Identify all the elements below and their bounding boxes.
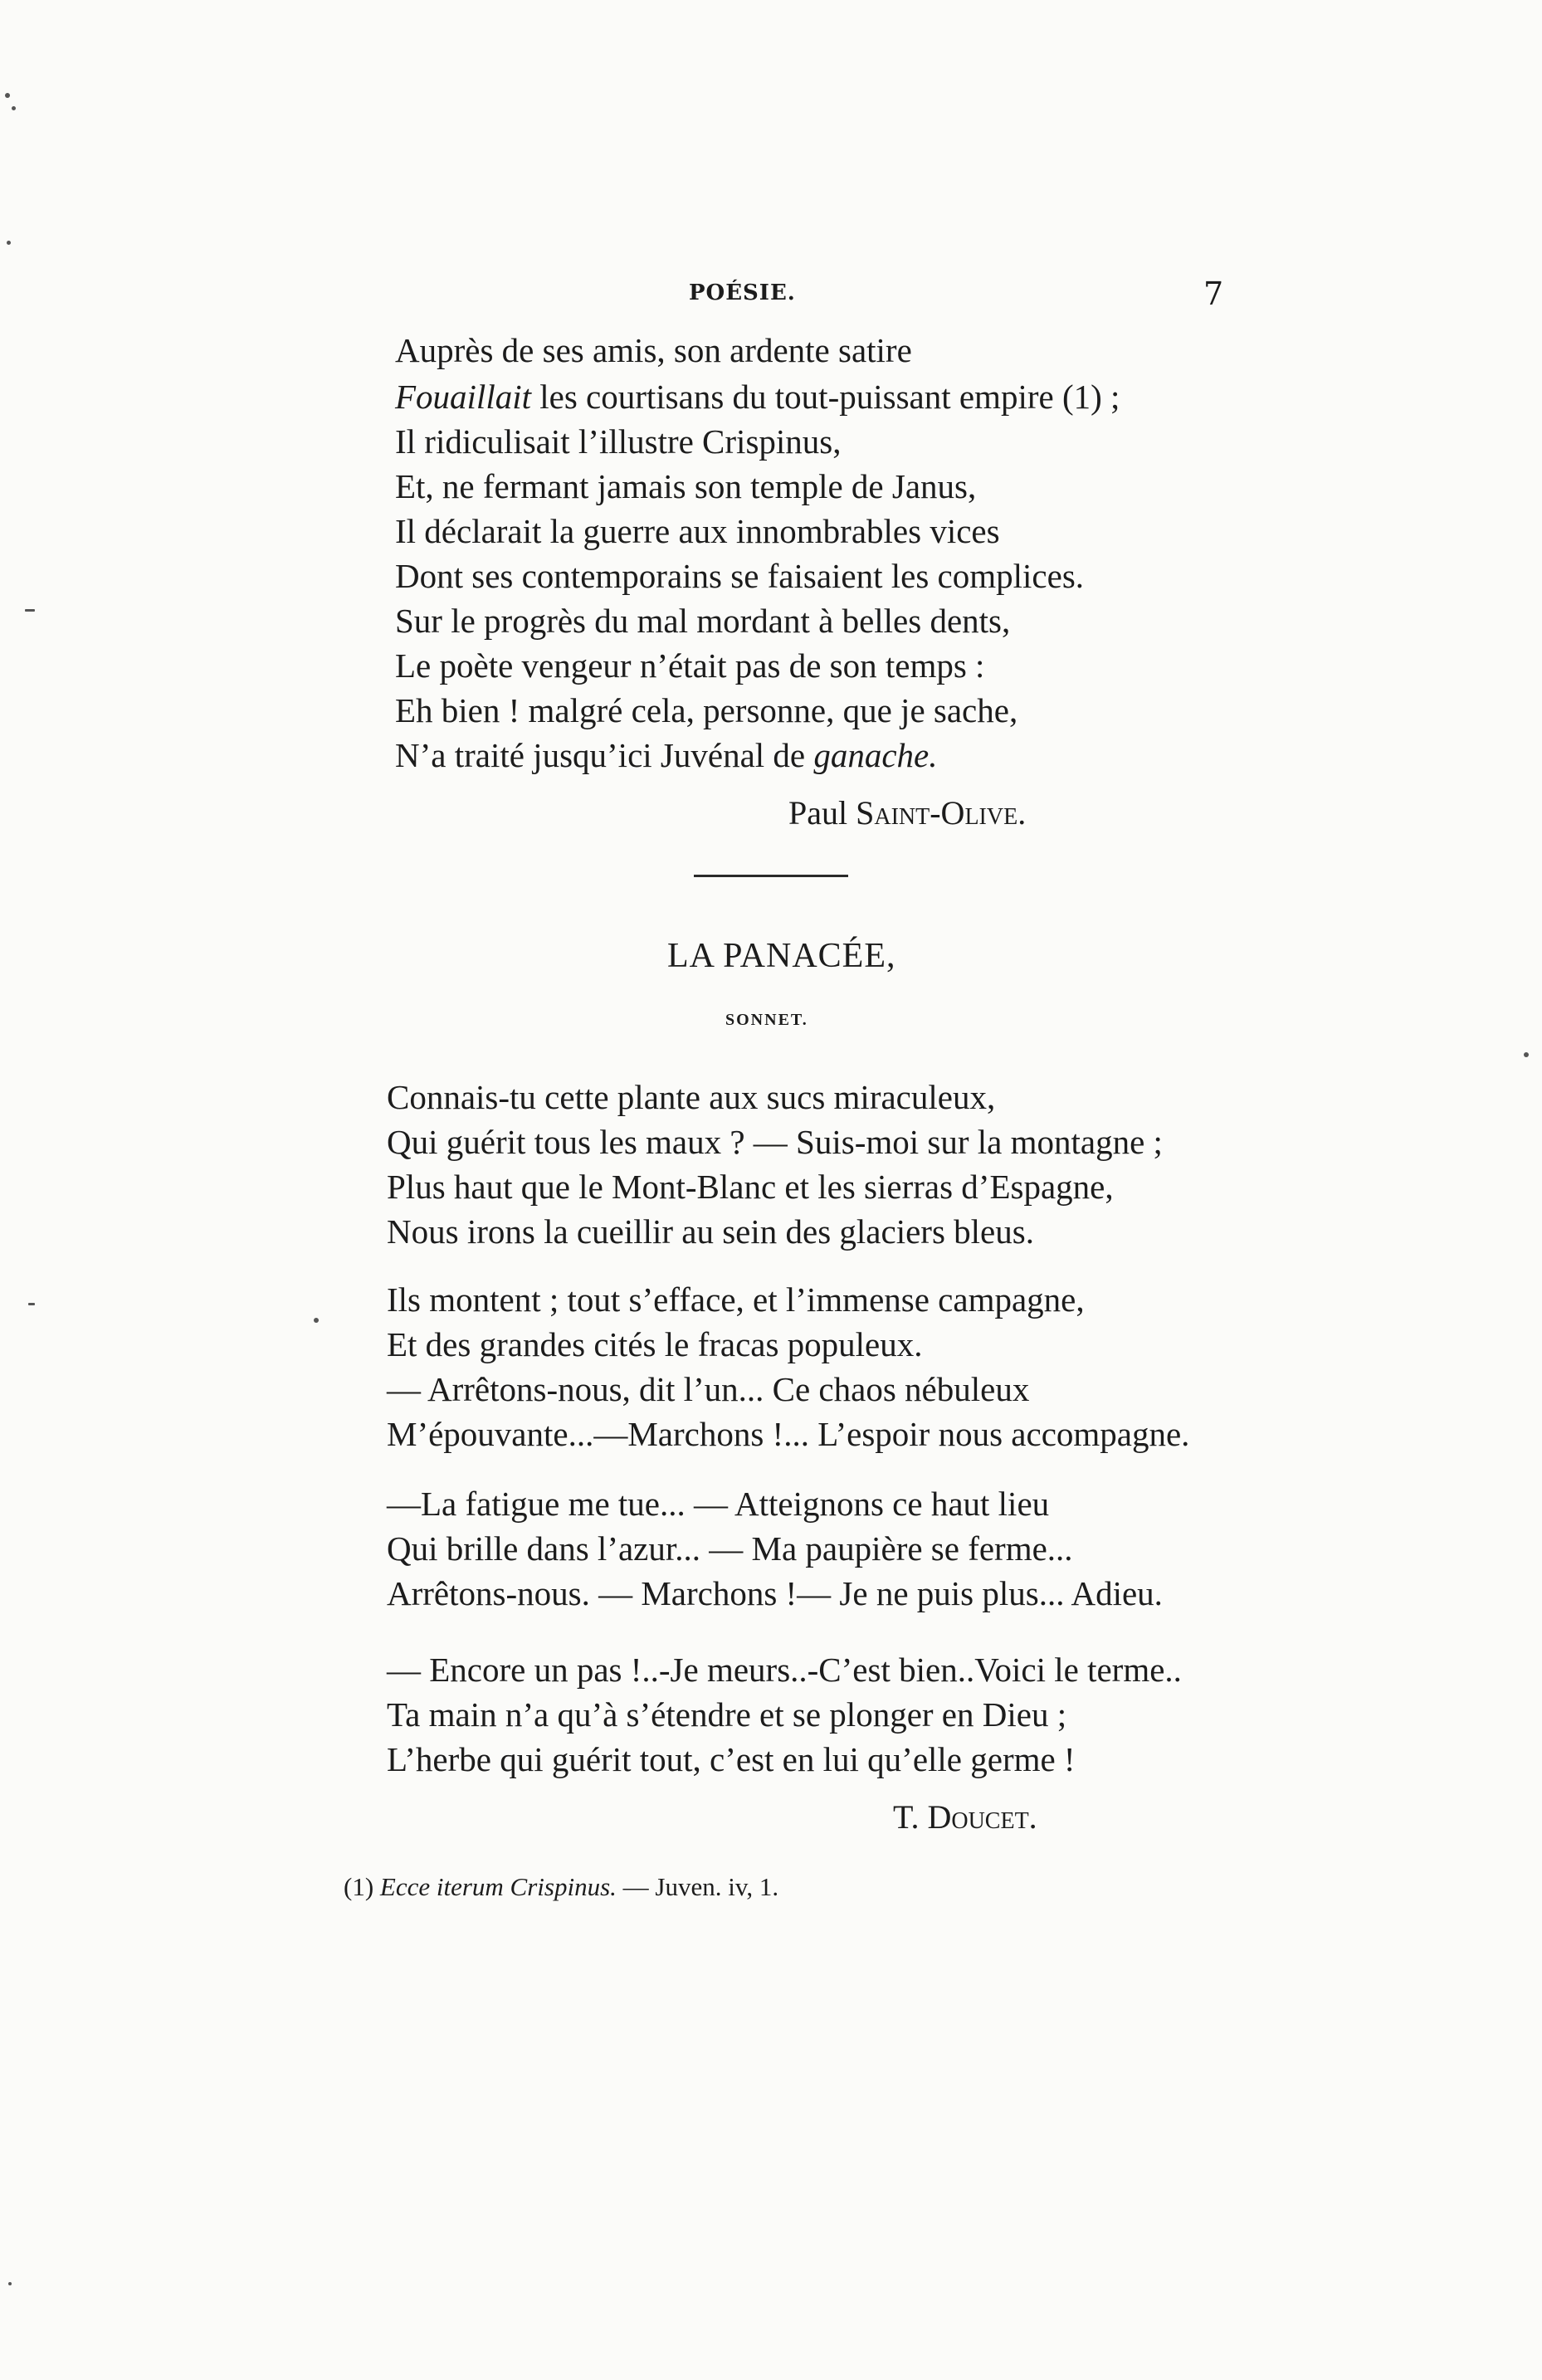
sonnet-line-7: — Arrêtons-nous, dit l’un... Ce chaos nébuleux bbox=[387, 1370, 1030, 1408]
scan-speck bbox=[5, 93, 10, 98]
poem1-line-4: Et, ne fermant jamais son temple de Janus, bbox=[395, 467, 977, 505]
scan-speck bbox=[1524, 1052, 1529, 1057]
poem1-line-5: Il déclarait la guerre aux innombrables vices bbox=[395, 512, 1000, 550]
poem1-author-first: Paul bbox=[788, 794, 856, 832]
scan-speck bbox=[7, 241, 11, 245]
sonnet-line-3: Plus haut que le Mont-Blanc et les sierras d’Espagne, bbox=[387, 1168, 1114, 1206]
poem1-line-6: Dont ses contemporains se faisaient les complices. bbox=[395, 557, 1085, 595]
footnote-marker: (1) bbox=[344, 1872, 380, 1901]
sonnet-line-13: Ta main n’a qu’à s’étendre et se plonger en Dieu ; bbox=[387, 1695, 1067, 1734]
sonnet-line-2: Qui guérit tous les maux ? — Suis-moi sur la montagne ; bbox=[387, 1123, 1163, 1161]
sonnet-line-12: — Encore un pas !..-Je meurs..-C’est bien..Voici le terme.. bbox=[387, 1651, 1182, 1689]
poem1-line-3: Il ridiculisait l’illustre Crispinus, bbox=[395, 422, 842, 461]
poem2-title: LA PANACÉE, bbox=[667, 937, 896, 975]
sonnet-line-5: Ils montent ; tout s’efface, et l’immense campagne, bbox=[387, 1280, 1085, 1319]
poem1-author-last: Saint-Olive. bbox=[856, 794, 1027, 832]
poem1-line-2-rest: les courtisans du tout-puissant empire (1) ; bbox=[531, 378, 1120, 416]
scan-speck bbox=[12, 106, 16, 110]
sonnet-line-11: Arrêtons-nous. — Marchons !— Je ne puis plus... Adieu. bbox=[387, 1574, 1163, 1612]
sonnet-line-1: Connais-tu cette plante aux sucs miraculeux, bbox=[387, 1078, 996, 1116]
footnote bbox=[344, 1872, 778, 1902]
sonnet-line-10: Qui brille dans l’azur... — Ma paupière se ferme... bbox=[387, 1529, 1073, 1568]
poem2-subtitle: SONNET. bbox=[725, 1011, 808, 1029]
poem2-author-last: Doucet. bbox=[927, 1798, 1037, 1836]
scan-speck bbox=[8, 2282, 12, 2285]
poem1-line-9: Eh bien ! malgré cela, personne, que je sache, bbox=[395, 691, 1018, 729]
poem1-line-10-italic: ganache. bbox=[813, 736, 938, 774]
poem2-author-first: T. bbox=[893, 1798, 928, 1836]
poem1-line-1: Auprès de ses amis, son ardente satire bbox=[395, 331, 912, 369]
footnote-italic: Ecce iterum Crispinus. bbox=[379, 1872, 617, 1901]
poem1-line-7: Sur le progrès du mal mordant à belles dents, bbox=[395, 602, 1011, 640]
running-title: POÉSIE. bbox=[689, 280, 796, 305]
scan-speck bbox=[25, 609, 35, 612]
sonnet-line-14: L’herbe qui guérit tout, c’est en lui qu’elle germe ! bbox=[387, 1740, 1076, 1778]
page-number: 7 bbox=[1203, 276, 1224, 312]
poem1-line-2-italic: Fouaillait bbox=[395, 378, 531, 416]
poem1-line-2 bbox=[395, 380, 1120, 414]
section-divider bbox=[694, 875, 848, 877]
sonnet-line-8: M’épouvante...—Marchons !... L’espoir nous accompagne. bbox=[387, 1415, 1190, 1453]
scan-speck bbox=[314, 1318, 319, 1323]
poem1-line-10-text: N’a traité jusqu’ici Juvénal de bbox=[395, 736, 814, 774]
sonnet-line-4: Nous irons la cueillir au sein des glaciers bleus. bbox=[387, 1212, 1034, 1251]
poem1-line-10 bbox=[395, 736, 938, 774]
sonnet-line-9: —La fatigue me tue... — Atteignons ce haut lieu bbox=[387, 1485, 1050, 1523]
sonnet-line-6: Et des grandes cités le fracas populeux. bbox=[387, 1325, 923, 1363]
poem1-author bbox=[788, 793, 1026, 832]
poem1-line-8: Le poète vengeur n’était pas de son temps : bbox=[395, 646, 985, 685]
poem2-author bbox=[893, 1797, 1037, 1836]
footnote-rest: — Juven. iv, 1. bbox=[616, 1872, 779, 1901]
scan-speck bbox=[28, 1303, 35, 1305]
